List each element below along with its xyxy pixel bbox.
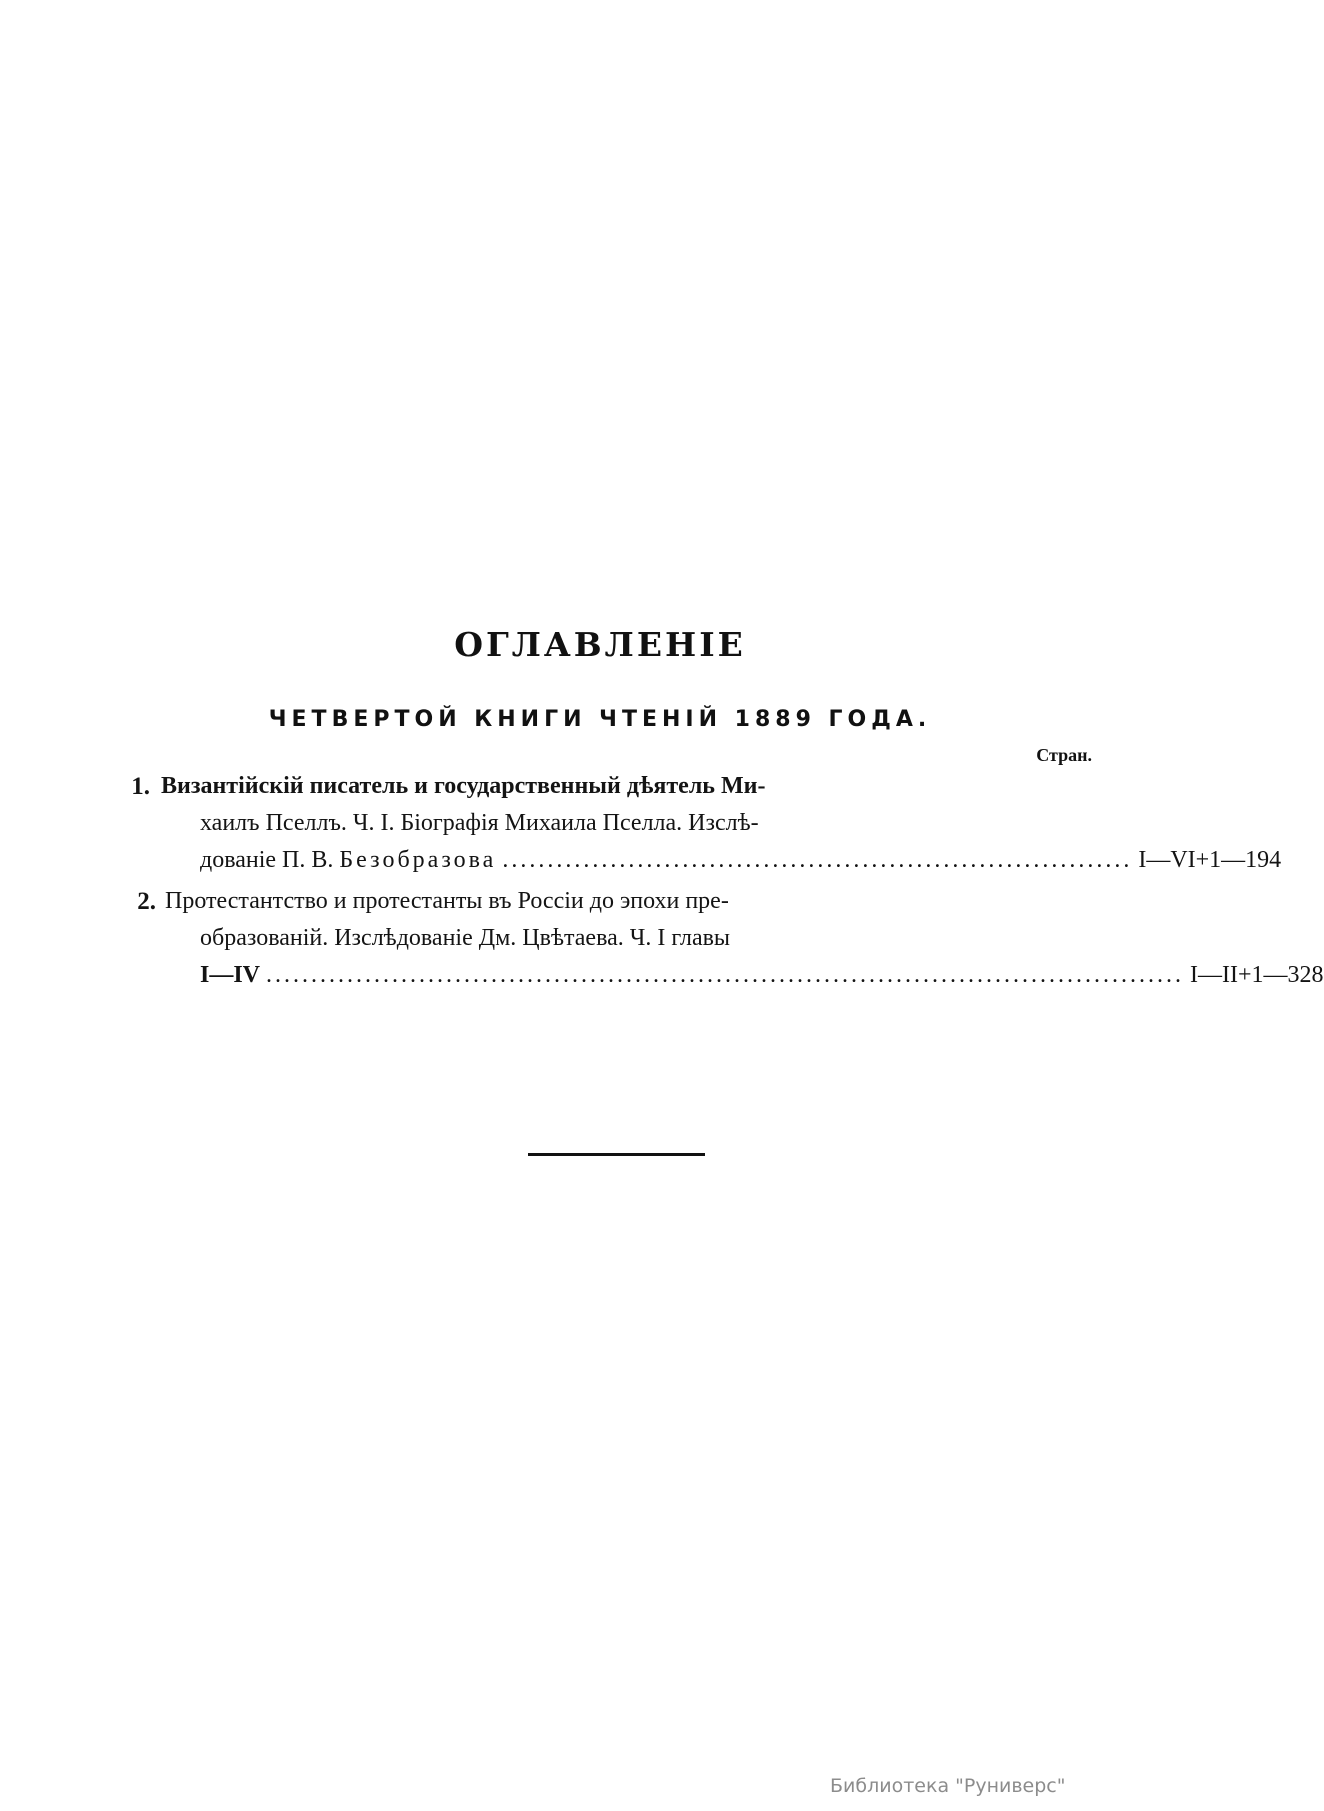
separator-rule [528, 1153, 705, 1156]
page-subtitle: ЧЕТВЕРТОЙ КНИГИ ЧТЕНІЙ 1889 ГОДА. [268, 707, 932, 732]
dot-leader: ...................................................................... [502, 847, 1133, 873]
entry-pages: I—II+1—328 [1190, 962, 1324, 988]
entry-last-line [161, 842, 1282, 879]
entry-line-text: Византійскій писатель и государственный дѣятель Ми- [161, 773, 766, 799]
entry-line: образованій. Изслѣдованіе Дм. Цвѣтаева. Ч. І главы [200, 925, 731, 951]
entry-last-line [165, 957, 1324, 994]
entry-line: хаилъ Пселлъ. Ч. І. Біографія Михаила Пселла. Изслѣ- [200, 810, 759, 836]
entry-author: Безобразова [339, 847, 497, 873]
dot-leader: ...................................................................................................... [266, 962, 1185, 988]
page-title: ОГЛАВЛЕНІЕ [454, 625, 746, 664]
entry-last-line-prefix: дованіе П. В. [200, 847, 334, 873]
entry-number: 2. [137, 888, 156, 915]
entry-number: 1. [131, 773, 150, 800]
entry-pages: I—VI+1—194 [1138, 847, 1282, 873]
entry-text [165, 883, 1324, 994]
entry-line [161, 768, 1041, 805]
entry-text [161, 768, 1282, 879]
entry-last-line-prefix: I—IV [200, 962, 261, 988]
library-watermark: Библиотека "Руниверс" [830, 1775, 1066, 1797]
pages-column-label: Стран. [1036, 745, 1092, 765]
entry-line: Протестантство и протестанты въ Россіи до эпохи пре- [165, 888, 729, 914]
